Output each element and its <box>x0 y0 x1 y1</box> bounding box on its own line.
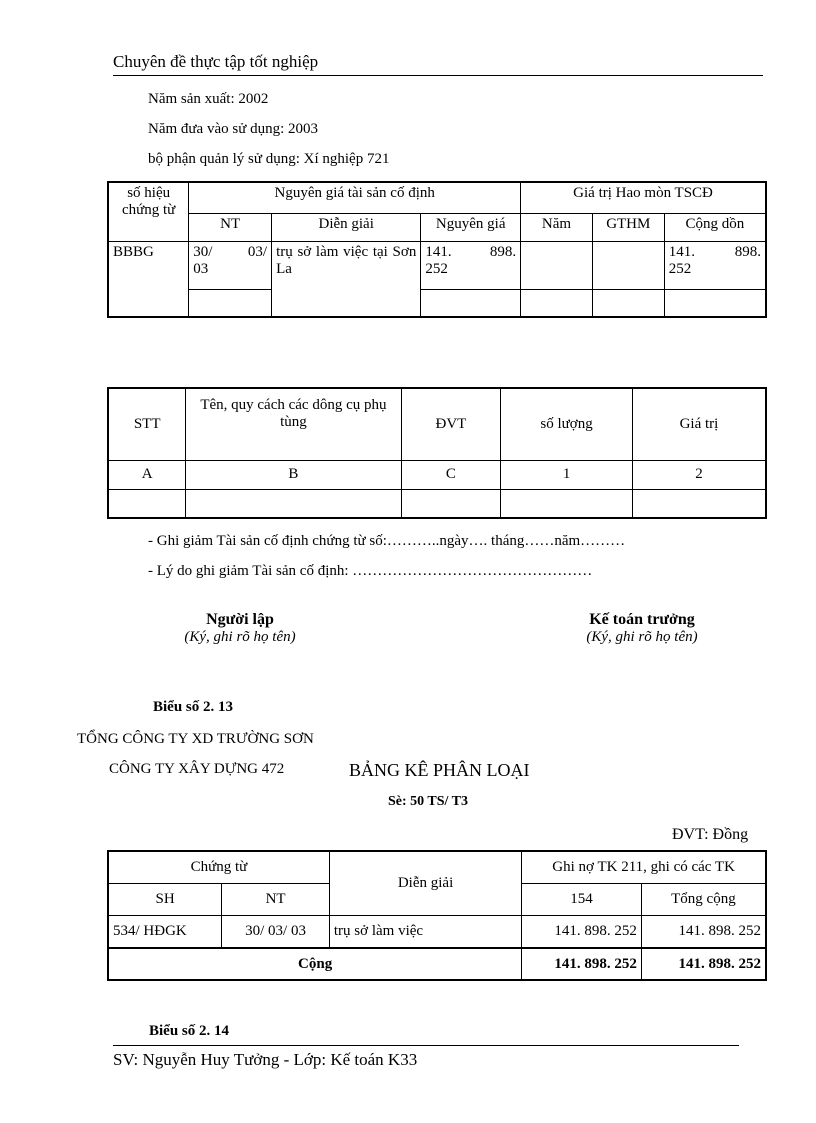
signature-left-title: Người lập <box>206 611 274 628</box>
tools-code-2: 2 <box>632 460 766 489</box>
class-h-nt: NT <box>222 883 330 915</box>
tools-empty-5 <box>632 489 766 518</box>
asset-h-nt: NT <box>189 213 272 241</box>
tools-h-name: Tên, quy cách các dông cụ phụ tùng <box>186 388 401 460</box>
class-sum-154: 141. 898. 252 <box>522 948 642 980</box>
class-sum-label: Cộng <box>108 948 522 980</box>
asset-cum-b: 898. <box>734 243 761 260</box>
class-h-desc: Diễn giải <box>329 851 521 915</box>
info-year-used: Năm đưa vào sử dụng: 2003 <box>148 121 318 137</box>
class-row-sh: 534/ HĐGK <box>108 915 222 948</box>
next-section-label: Biểu số 2. 14 <box>149 1023 230 1039</box>
info-dept: bộ phận quản lý sử dụng: Xí nghiệp 721 <box>148 151 390 167</box>
corp-name: TỔNG CÔNG TY XD TRƯỜNG SƠN <box>77 731 314 747</box>
tools-code-c: C <box>401 460 501 489</box>
asset-price-b: 898. <box>489 243 517 260</box>
tools-h-unit: ĐVT <box>401 388 501 460</box>
asset-gthm-cell <box>592 241 664 289</box>
asset-nt <box>189 241 272 289</box>
asset-cum-a: 141. <box>668 243 695 260</box>
asset-empty-4 <box>592 289 664 317</box>
note-reduce: - Ghi giảm Tài sản cố định chứng từ số:………..ngày…. tháng……năm……… <box>148 533 626 549</box>
tools-table <box>107 387 767 519</box>
asset-empty-3 <box>521 289 593 317</box>
signature-right <box>552 611 732 646</box>
unit-label: ĐVT: Đồng <box>672 826 749 843</box>
section-label: Biểu số 2. 13 <box>153 699 234 715</box>
asset-nt-a: 30/ <box>193 243 213 260</box>
asset-cum-c: 252 <box>668 260 692 277</box>
tools-h-qty: số lượng <box>501 388 633 460</box>
tools-empty-1 <box>108 489 186 518</box>
asset-nt-b: 03/ <box>247 243 268 260</box>
class-h-debit: Ghi nợ TK 211, ghi có các TK <box>522 851 766 883</box>
asset-price <box>421 241 521 289</box>
class-row-total: 141. 898. 252 <box>641 915 766 948</box>
class-row-nt: 30/ 03/ 03 <box>222 915 330 948</box>
class-h-doc: Chứng từ <box>108 851 329 883</box>
asset-h-doc: số hiệu chứng từ <box>108 182 189 241</box>
asset-h-price: Nguyên giá <box>421 213 521 241</box>
asset-cum <box>664 241 766 289</box>
class-row-154: 141. 898. 252 <box>522 915 642 948</box>
signature-right-title: Kế toán trưởng <box>589 611 695 628</box>
asset-h-year: Năm <box>521 213 593 241</box>
tools-h-stt: STT <box>108 388 186 460</box>
asset-h-gthm: GTHM <box>592 213 664 241</box>
note-reason: - Lý do ghi giảm Tài sản cố định: ………………………………………… <box>148 563 593 579</box>
asset-table <box>107 181 767 318</box>
signature-right-sub: (Ký, ghi rõ họ tên) <box>586 629 698 645</box>
asset-h-cum: Cộng dồn <box>664 213 766 241</box>
asset-empty-1 <box>189 289 272 317</box>
class-row-desc: trụ sở làm việc <box>329 915 521 948</box>
tools-code-b: B <box>186 460 401 489</box>
company-name: CÔNG TY XÂY DỰNG 472 <box>109 761 285 777</box>
tools-empty-3 <box>401 489 501 518</box>
class-table <box>107 850 767 981</box>
tools-code-a: A <box>108 460 186 489</box>
asset-h-dep: Giá trị Hao mòn TSCĐ <box>521 182 766 213</box>
asset-price-c: 252 <box>425 260 448 277</box>
asset-h-desc: Diễn giải <box>272 213 421 241</box>
asset-empty-5 <box>664 289 766 317</box>
tools-code-1: 1 <box>501 460 633 489</box>
doc-number: Sè: 50 TS/ T3 <box>388 794 469 809</box>
tools-h-val: Giá trị <box>632 388 766 460</box>
asset-nt-c: 03 <box>193 260 209 277</box>
page-footer: SV: Nguyễn Huy Tưởng - Lớp: Kế toán K33 <box>113 1045 739 1070</box>
asset-price-a: 141. <box>425 243 452 260</box>
asset-desc: trụ sở làm việc tại Sơn La <box>272 241 421 317</box>
info-year-made: Năm sản xuất: 2002 <box>148 91 269 107</box>
class-h-sh: SH <box>108 883 222 915</box>
tools-empty-2 <box>186 489 401 518</box>
tools-empty-4 <box>501 489 633 518</box>
asset-doc: BBBG <box>108 241 189 317</box>
class-sum-total: 141. 898. 252 <box>641 948 766 980</box>
class-h-total: Tổng cộng <box>641 883 766 915</box>
asset-year-cell <box>521 241 593 289</box>
page-header: Chuyên đề thực tập tốt nghiệp <box>113 52 763 76</box>
doc-title: BẢNG KÊ PHÂN LOẠI <box>349 760 530 780</box>
signature-left-sub: (Ký, ghi rõ họ tên) <box>184 629 296 645</box>
class-h-154: 154 <box>522 883 642 915</box>
asset-h-orig: Nguyên giá tài sản cố định <box>189 182 521 213</box>
signature-left <box>150 611 330 646</box>
asset-empty-2 <box>421 289 521 317</box>
